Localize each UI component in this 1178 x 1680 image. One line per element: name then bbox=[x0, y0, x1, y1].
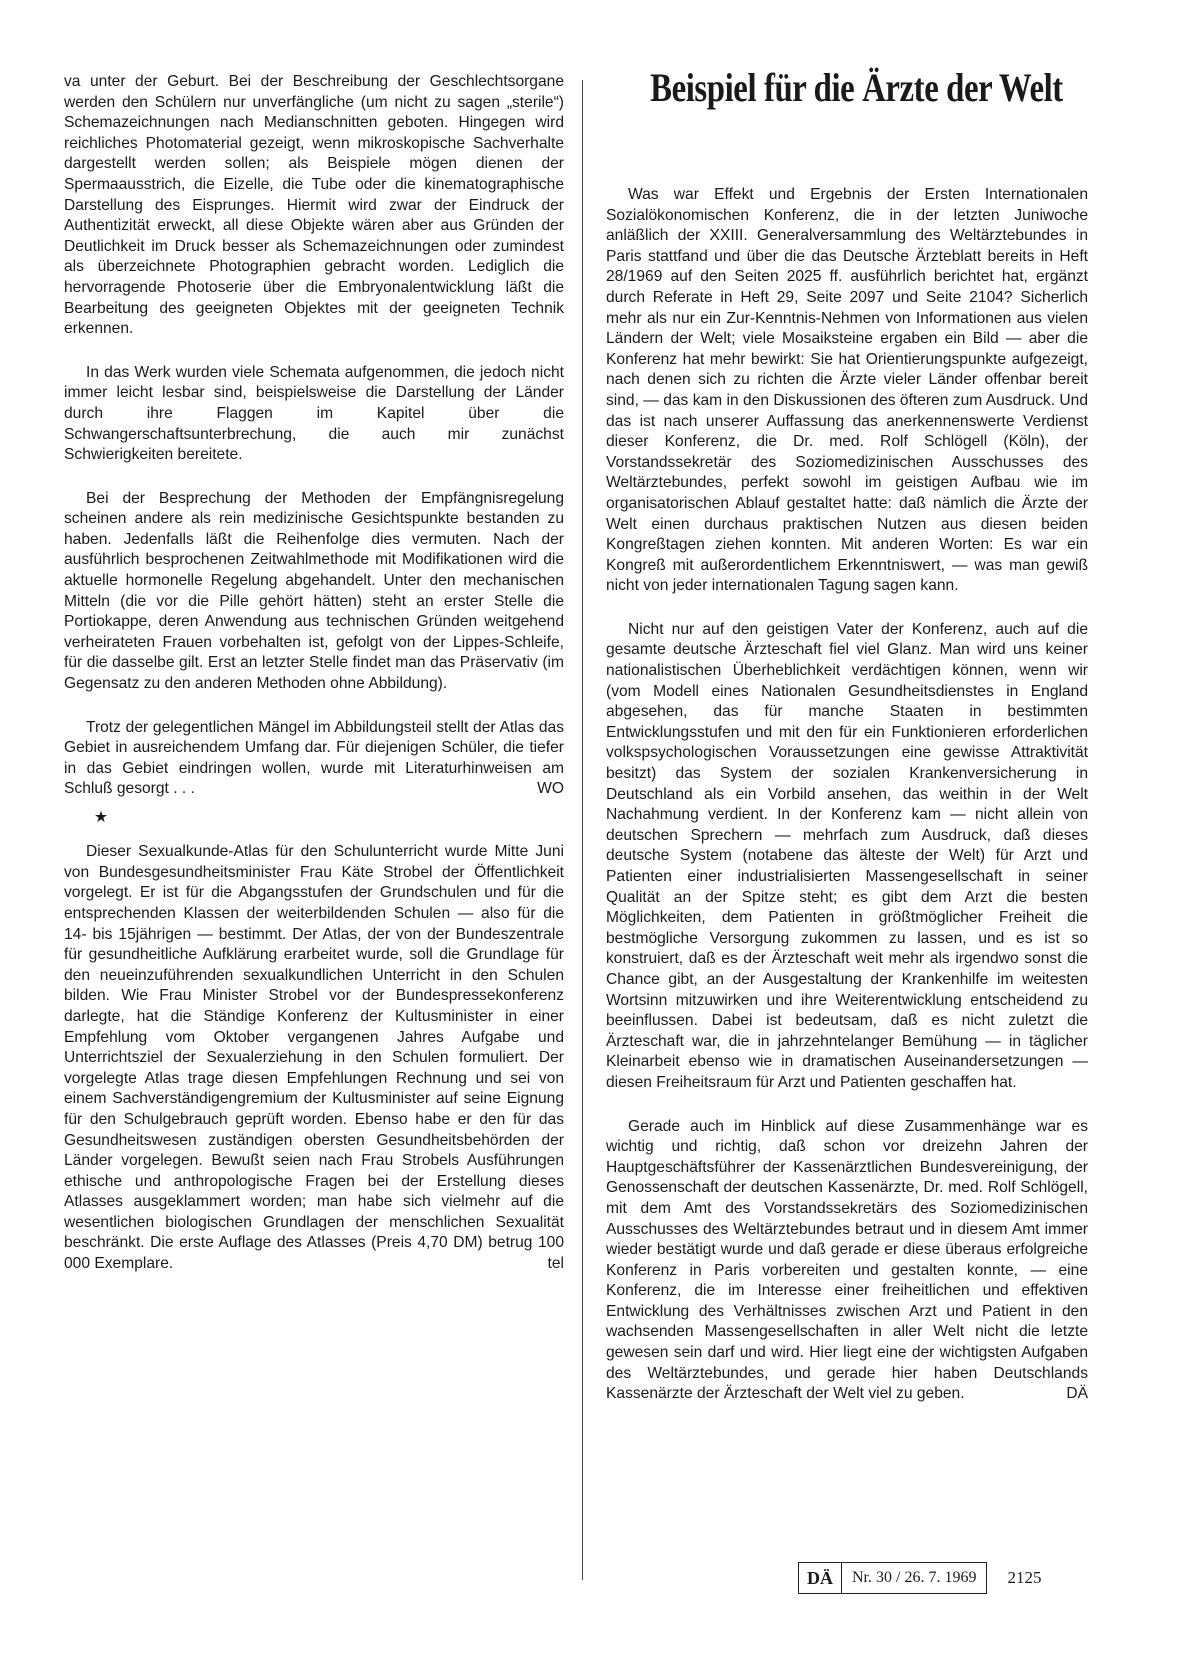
author-sign-tel: tel bbox=[547, 1254, 564, 1272]
left-paragraph-2: In das Werk wurden viele Schemata aufgenommen, die jedoch nicht immer leicht lesbar sind, beispielsweise die Darstellung der Länder durch ihre Flaggen im Kapitel über die Schwangerschaftsunterbrechung, die auch mir zunächst Schwierigkeiten bereitete. bbox=[64, 363, 564, 464]
left-paragraph-1: va unter der Geburt. Bei der Beschreibung der Geschlechtsorgane werden den Schülern nur unverfängliche (um nicht zu sagen „sterile“) Schemazeichnungen nach Medianschnitten geboten. Hingegen wird reichliches Photomaterial gezeigt, wenn mikroskopische Sachverhalte dargestellt werden sollen; als Beispiele mögen dienen der Spermaausstrich, die Eizelle, die Tube oder die kinematographische Darstellung des Eisprunges. Hiermit wird zwar der Eindruck der Authentizität erweckt, all diese Objekte wären aber aus Gründen der Deutlichkeit im Druck besser als Schemazeichnungen oder zumindest als überzeichnete Photographien gebracht worden. Lediglich die hervorragende Photoserie über die Embryonalentwicklung läßt die Bearbeitung des geeigneten Objektes mit der geeigneten Technik erkennen. bbox=[64, 73, 564, 338]
left-paragraph-5-text: Dieser Sexualkunde-Atlas für den Schulunterricht wurde Mitte Juni von Bundesgesundheitsminister Frau Käte Strobel der Öffentlichkeit vorgelegt. Er ist für die Abgangsstufen der Grundschulen und für die entsprechenden Klassen der weiterbildenden Schulen — also für die 14- bis 15jährigen — bestimmt. Der Atlas, der von der Bundeszentrale für gesundheitliche Aufklärung erarbeitet wurde, soll die Grundlage für den neueinzuführenden sexualkundlichen Unterricht in den Schulen bilden. Wie Frau Minister Strobel vor der Bundespressekonferenz darlegte, hat die Ständige Konferenz der Kultusminister in einer Empfehlung vom Oktober vergangenen Jahres Aufgabe und Unterrichtsziel der Sexualerziehung in den Schulen formuliert. Der vorgelegte Atlas trage diesen Empfehlungen Rechnung und sei von einem Sachverständigengremium der Kultusminister auf seine Eignung für den Schulgebrauch geprüft worden. Ebenso habe er den für das Gesundheitswesen zuständigen obersten Gesundheitsbehörden der Länder vorgelegen. Bewußt seien nach Frau Strobels Ausführungen ethische und anthropologische Fragen bei der Erstellung dieses Atlasses ausgeklammert worden; man habe sich vielmehr auf die wesentlichen biologischen Grundlagen der menschlichen Sexualität beschränkt. Die erste Auflage des Atlasses (Preis 4,70 DM) betrug 100 000 Exemplare. bbox=[64, 843, 564, 1273]
issue-box bbox=[798, 1562, 987, 1594]
right-paragraph-3 bbox=[606, 1117, 1088, 1405]
left-column bbox=[64, 72, 564, 1297]
left-paragraph-4-text: Trotz der gelegentlichen Mängel im Abbildungsteil stellt der Atlas das Gebiet in ausreichendem Umfang dar. Für diejenigen Schüler, die tiefer in das Gebiet eindringen wollen, wurde mit Literaturhinweisen am Schluß gesorgt . . . bbox=[64, 718, 564, 798]
right-paragraph-3-text: Gerade auch im Hinblick auf diese Zusammenhänge war es wichtig und richtig, daß schon vor dreizehn Jahren der Hauptgeschäftsführer der Kassenärztlichen Bundesvereinigung, der Genossenschaft der deutschen Kassenärzte, Dr. med. Rolf Schlögell, mit dem Amt des Vorstandssekretärs des Soziomedizinischen Ausschusses des Weltärztebundes betraut und in diesem Amt immer wieder bestätigt wurde und daß gerade er diese überaus erfolgreiche Konferenz in Paris vorbereiten und gestalten konnte, — eine Konferenz, die im Interesse einer freiheitlichen und effektiven Entwicklung des Verhältnisses zwischen Arzt und Patient in den wachsenden Massengesellschaften in aller Welt nicht die letzte gewesen sein darf und wird. Hier liegt eine der wichtigsten Aufgaben des Weltärztebundes, und gerade hier haben Deutschlands Kassenärzte der Ärzteschaft der Welt viel zu geben. bbox=[606, 1117, 1088, 1403]
star-separator: ★ bbox=[94, 808, 108, 826]
journal-logo: DÄ bbox=[799, 1563, 842, 1593]
left-paragraph-5 bbox=[64, 842, 564, 1274]
column-divider bbox=[582, 80, 583, 1580]
author-sign-wo: WO bbox=[537, 780, 564, 797]
page-number: 2125 bbox=[1007, 1568, 1042, 1587]
left-paragraph-4 bbox=[64, 718, 564, 800]
article-headline: Beispiel für die Ärzte der Welt bbox=[650, 65, 1063, 110]
issue-number: Nr. 30 / 26. 7. 1969 bbox=[852, 1569, 977, 1586]
page-footer bbox=[798, 1562, 1041, 1594]
right-column bbox=[606, 185, 1088, 1427]
author-sign-dae: DÄ bbox=[1066, 1384, 1088, 1402]
right-paragraph-2: Nicht nur auf den geistigen Vater der Konferenz, auch auf die gesamte deutsche Ärzteschaft fiel viel Glanz. Man wird uns keiner nationalistischen Überheblichkeit verdächtigen können, wenn wir (vom Modell eines Nationalen Gesundheitsdienstes in England abgesehen, das für manche Staaten in bestimmten Entwicklungsstufen und mit den für ein Funktionieren erforderlichen volkspsychologischen Voraussetzungen eine gewisse Attraktivität besitzt) das System der sozialen Krankenversicherung in Deutschland als ein Vorbild ansehen, das weithin in der Welt Nachahmung verdient. In der Konferenz kam — nicht allein von deutschen Sprechern — mehrfach zum Ausdruck, daß dieses deutsche System (notabene das älteste der Welt) für Arzt und Patienten einer industrialisierten Massengesellschaft in seiner Qualität an der Spitze steht; es gibt dem Arzt die besten Möglichkeiten, dem Patienten in größtmöglicher Freiheit die bestmögliche Versorgung zukommen zu lassen, und es ist so konstruiert, daß es der Ärzteschaft weit mehr als irgendwo sonst die Chance gibt, an der Ausgestaltung der Krankenhilfe im weitesten Wortsinn mitzuwirken und ihre Weiterentwicklung entscheidend zu beeinflussen. Dabei ist bedeutsam, daß es nicht zuletzt die Ärzteschaft war, die in jahrzehntelanger Bemühung — in täglicher Kleinarbeit ebenso wie in dramatischen Auseinandersetzungen — diesen Freiheitsraum für Arzt und Patienten geschaffen hat. bbox=[606, 620, 1088, 1091]
left-paragraph-3: Bei der Besprechung der Methoden der Empfängnisregelung scheinen andere als rein medizinische Gesichtspunkte bestanden zu haben. Jedenfalls läßt die Reihenfolge dies vermuten. Nach der ausführlich besprochenen Zeitwahlmethode mit Modifikationen wird die aktuelle hormonelle Regelung abgehandelt. Unter den mechanischen Mitteln (die vor die Pille gehört hätten) steht an erster Stelle die Portiokappe, deren Anwendung aus technischen Gründen weitgehend verheirateten Frauen vorbehalten ist, gefolgt von der Lippes-Schleife, für die dasselbe gilt. Erst an letzter Stelle findet man das Präservativ (im Gegensatz zu den anderen Methoden ohne Abbildung). bbox=[64, 489, 564, 693]
right-paragraph-1: Was war Effekt und Ergebnis der Ersten Internationalen Sozialökonomischen Konferenz, die in der letzten Juniwoche anläßlich der XXIII. Generalversammlung des Weltärztebundes in Paris stattfand und über die das Deutsche Ärzteblatt bereits in Heft 28/1969 auf den Seiten 2025 ff. ausführlich berichtet hat, ergänzt durch Referate in Heft 29, Seite 2097 und Seite 2104? Sicherlich mehr als nur ein Zur-Kenntnis-Nehmen von Informationen aus vielen Ländern der Welt; viele Mosaiksteine ergaben ein Bild — aber die Konferenz hat mehr bewirkt: Sie hat Orientierungspunkte aufgezeigt, nach denen sich zu richten die Ärzte vieler Länder offenbar bereit sind, — das kam in den Diskussionen des öfteren zum Ausdruck. Und das ist nach unserer Auffassung das anerkennenswerte Verdienst dieser Konferenz, die Dr. med. Rolf Schlögell (Köln), der Vorstandssekretär des Soziomedizinischen Ausschusses des Weltärztebundes, perfekt sowohl im geistigen Aufbau wie im organisatorischen Ablauf gestaltet hatte: daß nämlich die Ärzte der Welt einen durchaus praktischen Nutzen aus diesen beiden Kongreßtagen ziehen konnten. Mit anderen Worten: Es war ein Kongreß mit außerordentlichem Erkenntniswert, — was man gewiß nicht von jeder internationalen Tagung sagen kann. bbox=[606, 186, 1088, 595]
